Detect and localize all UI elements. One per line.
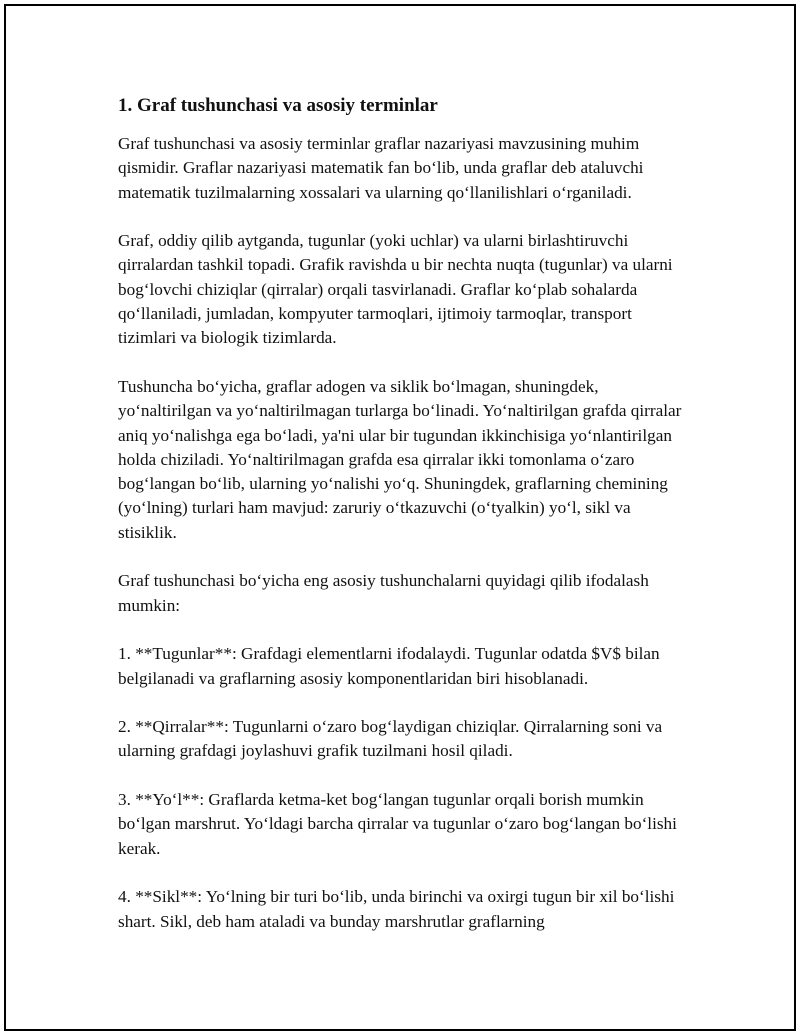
paragraph-graph-types: Tushuncha boʻyicha, graflar adogen va siklik boʻlmagan, shuningdek, yoʻnaltirilgan va yoʻnaltirilmagan turlarga boʻlinadi. Yoʻnaltirilgan grafda qirralar aniq yoʻnalishga ega boʻladi, ya'ni ular bir tugundan ikkinchisiga yoʻnlantirilgan holda chiziladi. Yoʻnaltirilmagan grafda esa qirralar ikki tomonlama oʻzaro bogʻlangan boʻlib, ularning yoʻnalishi yoʻq. Shuningdek, graflarning chemining (yoʻlning) turlari ham mavjud: zaruriy oʻtkazuvchi (oʻtyalkin) yoʻl, sikl va stisiklik. [118, 376, 682, 542]
paragraph-intro: Graf tushunchasi va asosiy terminlar graflar nazariyasi mavzusining muhim qismidir. Graflar nazariyasi matematik fan boʻlib, unda graflar deb ataluvchi matematik tuzilmalarning xossalari va ularning qoʻllanilishlari oʻrganiladi. [118, 134, 644, 202]
section-heading: 1. Graf tushunchasi va asosiy terminlar [118, 95, 438, 116]
document-body [118, 94, 693, 958]
list-item-path: 3. **Yoʻl**: Graflarda ketma-ket bogʻlangan tugunlar orqali borish mumkin boʻlgan marshrut. Yoʻldagi barcha qirralar va tugunlar oʻzaro bogʻlangan boʻlishi kerak. [118, 790, 677, 858]
document-page [4, 4, 796, 1031]
paragraph-graph-definition: Graf, oddiy qilib aytganda, tugunlar (yoki uchlar) va ularni birlashtiruvchi qirralardan tashkil topadi. Grafik ravishda u bir nechta nuqta (tugunlar) va ularni bogʻlovchi chiziqlar (qirralar) orqali tasvirlanadi. Graflar koʻplab sohalarda qoʻllaniladi, jumladan, kompyuter tarmoqlari, ijtimoiy tarmoqlar, transport tizimlari va biologik tizimlarda. [118, 231, 673, 348]
list-item-cycle: 4. **Sikl**: Yoʻlning bir turi boʻlib, unda birinchi va oxirgi tugun bir xil boʻlishi shart. Sikl, deb ham ataladi va bunday marshrutlar graflarning [118, 887, 675, 931]
list-item-vertices: 1. **Tugunlar**: Grafdagi elementlarni ifodalaydi. Tugunlar odatda $V$ bilan belgilanadi va graflarning asosiy komponentlaridan biri hisoblanadi. [118, 644, 660, 688]
list-item-edges: 2. **Qirralar**: Tugunlarni oʻzaro bogʻlaydigan chiziqlar. Qirralarning soni va ularning grafdagi joylashuvi grafik tuzilmani hosil qiladi. [118, 717, 663, 761]
paragraph-concepts-intro: Graf tushunchasi boʻyicha eng asosiy tushunchalarni quyidagi qilib ifodalash mumkin: [118, 571, 649, 615]
